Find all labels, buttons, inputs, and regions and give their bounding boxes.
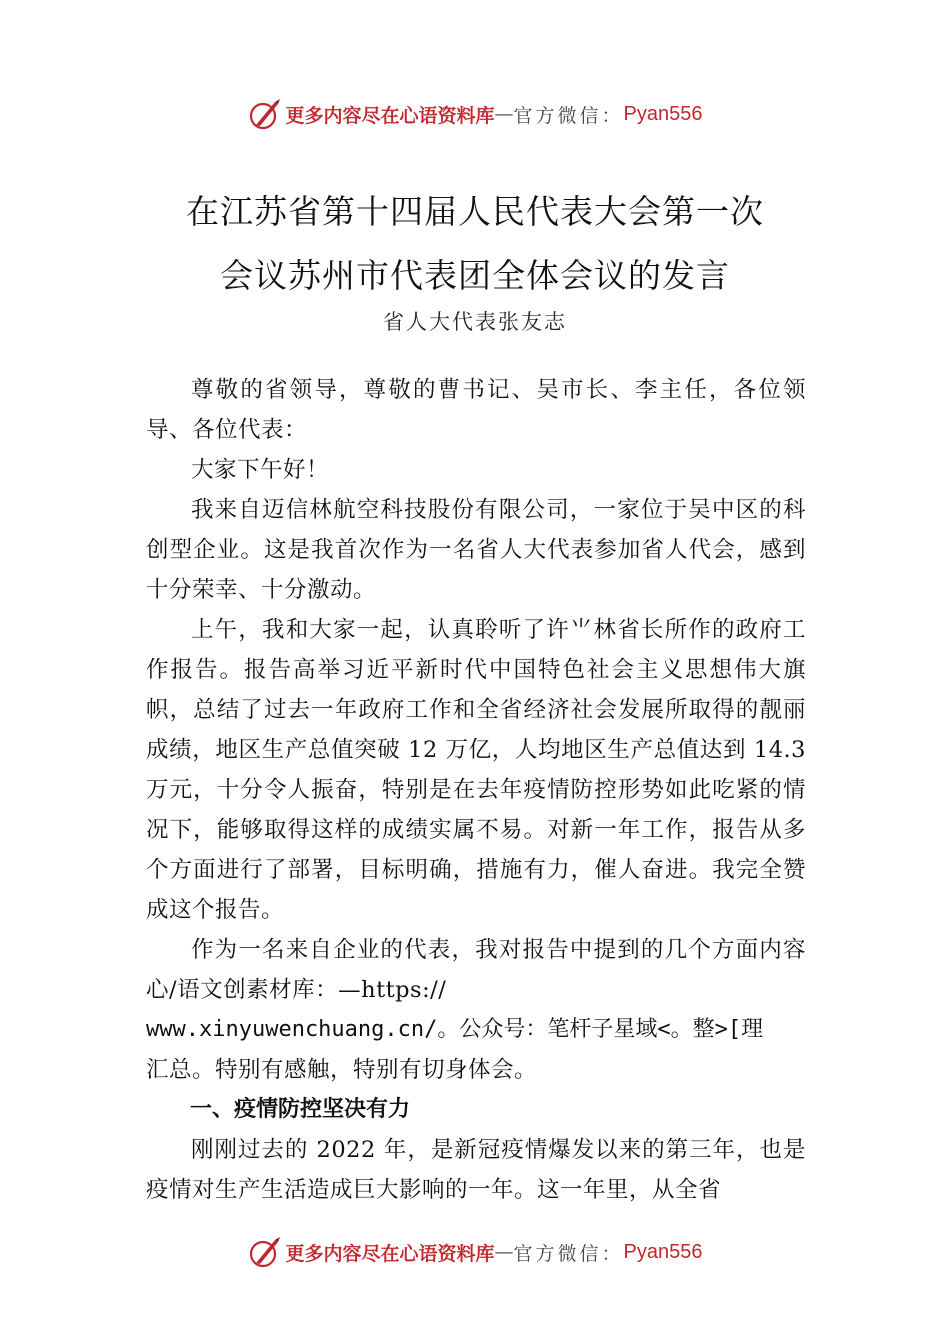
section-heading-1: 一、疫情防控坚决有力 xyxy=(190,1097,411,1122)
watermark-dash: — xyxy=(494,1241,514,1263)
quill-logo-icon xyxy=(248,97,282,131)
document-author: 省人大代表张友志 xyxy=(383,310,567,334)
watermark-url-line: www.xinyuwenchuang.cn/。公众号：笔杆子星域<。整>[理 xyxy=(146,1017,764,1042)
watermark-wechat-id: Pyan556 xyxy=(623,102,703,125)
report-paragraph: 上午，我和大家一起，认真聆听了许⺌林省长所作的政府工作报告。报告高举习近平新时代中国特色社会主义思想伟大旗帜，总结了过去一年政府工作和全省经济社会发展所取得的靓丽成绩，地区生产总值突破 12 万亿，人均地区生产总值达到 14.3 万元，十分令人振奋，特别是在去年疫情防控形势如此吃紧的情况下，能够取得这样的成绩实属不易。对新一年工作，报告从多个方面进行了部署，目标明确，措施有力，催人奋进。我完全赞成这个报告。 xyxy=(146,617,806,923)
document-title-line-2: 会议苏州市代表团全体会议的发言 xyxy=(220,256,730,295)
watermark-label: 官方微信： xyxy=(513,1242,624,1265)
greeting-paragraph: 尊敬的省领导，尊敬的曹书记、吴市长、李主任，各位领导、各位代表： xyxy=(146,377,806,443)
quill-logo-icon xyxy=(248,1235,282,1269)
header-watermark xyxy=(0,94,950,134)
representative-paragraph-end: 汇总。特别有感触，特别有切身体会。 xyxy=(146,1057,538,1083)
document-body xyxy=(146,370,806,1210)
representative-paragraph: 作为一名来自企业的代表，我对报告中提到的几个方面内容心/语文创素材库：—https:// xyxy=(146,937,806,1003)
watermark-brand: 更多内容尽在心语资料库 xyxy=(285,1242,495,1265)
watermark-label: 官方微信： xyxy=(513,104,624,127)
section-1-paragraph: 刚刚过去的 2022 年，是新冠疫情爆发以来的第三年，也是疫情对生产生活造成巨大影响的一年。这一年里，从全省 xyxy=(146,1137,806,1203)
footer-watermark xyxy=(0,1232,950,1272)
watermark-dash: — xyxy=(494,103,514,125)
salutation-paragraph: 大家下午好！ xyxy=(191,457,330,483)
watermark-wechat-id: Pyan556 xyxy=(623,1240,703,1263)
document-title-line-1: 在江苏省第十四届人民代表大会第一次 xyxy=(186,192,764,231)
intro-paragraph: 我来自迈信林航空科技股份有限公司，一家位于吴中区的科创型企业。这是我首次作为一名省人大代表参加省人代会，感到十分荣幸、十分激动。 xyxy=(146,497,806,603)
watermark-brand: 更多内容尽在心语资料库 xyxy=(285,104,495,127)
